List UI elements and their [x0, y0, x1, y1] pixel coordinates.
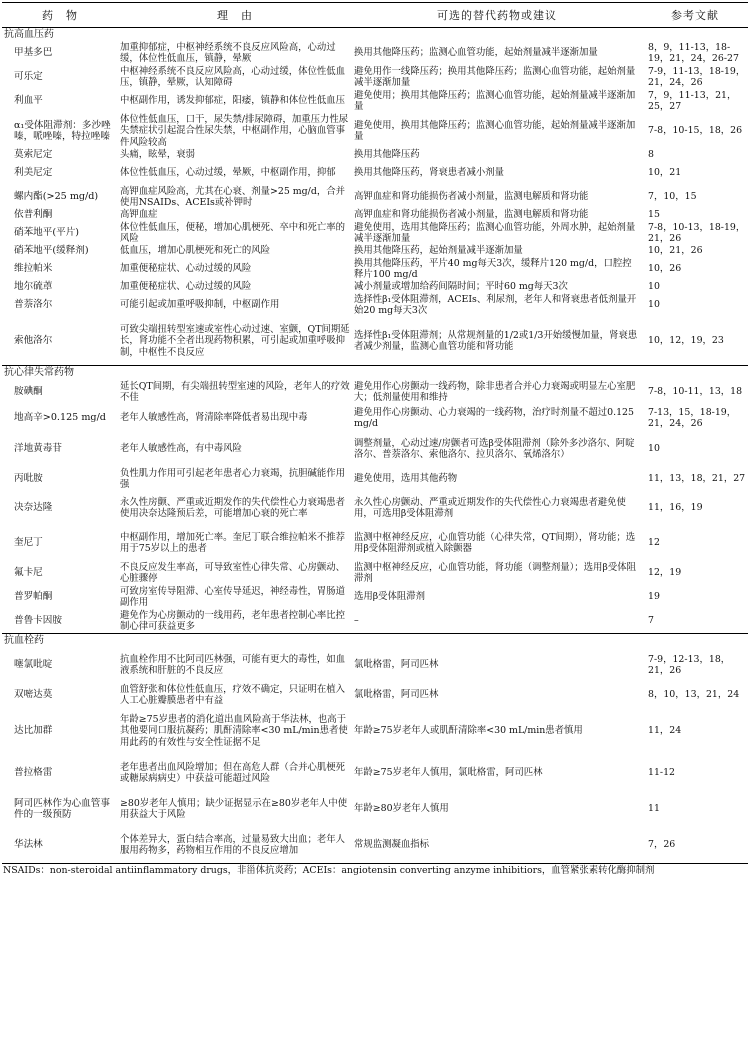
alternative-text: 避免用作心房颤动一线药物，除非患者合并心力衰竭或明显左心室肥大；低剂量使用和维持 [354, 380, 636, 403]
drug-name: 利血平 [14, 95, 43, 107]
reference-text: 19 [648, 591, 660, 603]
reference-text: 7 [648, 615, 654, 627]
table-row [2, 827, 748, 864]
table-row [2, 585, 748, 609]
reason-text: 中枢神经系统不良反应风险高，心动过缓，体位性低血压，镇静，晕厥，认知障碍 [120, 65, 346, 88]
drug-name: 噻氯吡啶 [14, 659, 53, 671]
table-row [2, 185, 748, 209]
reason-text: 可致尖端扭转型室速或室性心动过速、室颤，QT间期延长，肾功能不全者出现药物积累，可引起或加重呼吸抑制，中枢性不良反应 [120, 324, 350, 358]
reference-text: 10，26 [648, 263, 682, 275]
reason-text: 高钾血症 [120, 209, 158, 221]
reference-text: 8，9，11-13，18-19，21，24，26-27 [648, 41, 739, 64]
table-row [2, 379, 748, 405]
table-header-row [2, 3, 748, 28]
header-reference: 参考文献 [642, 3, 748, 28]
reason-text: 血管舒张和体位性低血压，疗效不确定，只证明在植入人工心脏瓣膜患者中有益 [120, 683, 346, 706]
reason-text: 头痛，眩晕，衰弱 [120, 149, 196, 161]
alternative-text: 永久性心房颤动、严重或近期发作的失代偿性心力衰竭患者避免使用，可选用β受体阻滞剂 [354, 496, 626, 519]
drug-name: 螺内酯(>25 mg/d) [14, 191, 99, 203]
reference-text: 7，9，11-13，21，25，27 [648, 89, 737, 112]
reason-text: 避免作为心房颤动的一线用药，老年患者控制心率比控制心律可获益更多 [120, 609, 346, 632]
reference-text: 10 [648, 443, 660, 455]
reason-text: 中枢副作用，诱发抑郁症，阳痿，镇静和体位性低血压 [120, 95, 346, 107]
table-row [2, 525, 748, 561]
reference-text: 7，10，15 [648, 191, 697, 203]
reference-text: 7-9，11-13，18-19，21，24，26 [648, 65, 746, 88]
alternative-text: 年龄≥75岁老年人或肌酐清除率<30 mL/min患者慎用 [354, 725, 583, 737]
reason-text: 延长QT间期，有尖端扭转型室速的风险，老年人的疗效不佳 [120, 380, 350, 403]
alternative-text: 常规监测凝血指标 [352, 827, 642, 864]
table-row [2, 41, 748, 65]
table-row [2, 89, 748, 113]
reason-text: 体位性低血压，便秘，增加心肌梗死、卒中和死亡率的风险 [120, 221, 346, 244]
table-row [2, 791, 748, 827]
drug-table [2, 2, 748, 864]
drug-name: 普拉格雷 [14, 767, 53, 779]
table-row [2, 755, 748, 791]
alternative-text: 选择性β₁受体阻滞剂，ACEIs、利尿剂，老年人和肾衰患者低剂量开始20 mg每天3次 [354, 293, 637, 316]
alternative-text: 选用β受体阻滞剂 [354, 591, 426, 603]
reference-text: 10，21，26 [648, 245, 703, 257]
table-row [2, 161, 748, 185]
reference-text: 11，24 [648, 725, 682, 737]
drug-name: 甲基多巴 [14, 47, 53, 59]
reference-text: 11，16，19 [648, 502, 703, 514]
reference-text: 7-8，10-15，18，26 [648, 125, 743, 137]
table-row [2, 65, 748, 89]
footnote: NSAIDs：non-steroidal antiinflammatory drugs，非甾体抗炎药；ACEIs：angiotensin converting anzyme inhibitiors，血管紧张素转化酶抑制剂 [3, 865, 655, 876]
reference-text: 7-8，10-11，13，18 [648, 386, 743, 398]
reason-text: 加重便秘症状、心动过缓的风险 [120, 281, 252, 293]
table-row [2, 293, 748, 317]
alternative-text: 换用其他降压药；监测心血管功能，起始剂量减半逐渐加量 [354, 47, 598, 59]
reason-text: 个体差异大，蛋白结合率高，过量易致大出血；老年人服用药物多，药物相互作用的不良反应增加 [118, 827, 352, 864]
drug-name: 普鲁卡因胺 [14, 615, 62, 627]
table-row [2, 609, 748, 634]
reference-text: 10 [648, 281, 660, 293]
drug-name: 胺碘酮 [14, 386, 43, 398]
table-row [2, 281, 748, 293]
drug-name: 莫索尼定 [14, 149, 53, 161]
alternative-text: 选择性β₁受体阻滞剂；从常规剂量的1/2或1/3开始缓慢加量，肾衰患者减少剂量，监测心血管功能和肾功能 [354, 329, 638, 352]
drug-name: 硝苯地平(平片) [14, 227, 80, 239]
reason-text: 老年患者出血风险增加；但在高危人群（合并心肌梗死或糖尿病病史）中获益可能超过风险 [120, 761, 346, 784]
drug-name: 丙吡胺 [14, 473, 43, 485]
reason-text: 加重便秘症状、心动过缓的风险 [120, 263, 252, 275]
drug-name: 利美尼定 [14, 167, 53, 179]
table-row [2, 149, 748, 161]
alternative-text: 氯吡格雷，阿司匹林 [354, 659, 439, 671]
drug-name: 普萘洛尔 [14, 299, 53, 311]
reason-text: 高钾血症风险高，尤其在心衰、剂量>25 mg/d，合并使用NSAIDs、ACEIs或补钾时 [120, 185, 345, 208]
reason-text: 低血压，增加心肌梗死和死亡的风险 [120, 245, 271, 257]
drug-name: 双嘧达莫 [14, 689, 53, 701]
reason-text: 不良反应发生率高，可导致室性心律失常、心房颤动、心脏骤停 [120, 561, 346, 584]
header-drug: 药 物 [2, 3, 118, 28]
reference-text: 7-8，10-13，18-19，21，26 [648, 221, 746, 244]
alternative-text: 高钾血症和肾功能损伤者减小剂量，监测电解质和肾功能 [354, 209, 589, 221]
drug-name: 达比加群 [14, 725, 53, 737]
drug-name: 奎尼丁 [14, 537, 43, 549]
header-alternative: 可选的替代药物或建议 [352, 3, 642, 28]
alternative-text: 换用其他降压药，肾衰患者减小剂量 [354, 167, 505, 179]
reference-text: 8，10，13，21，24 [648, 689, 740, 701]
table-row [2, 561, 748, 585]
reason-text: 老年人敏感性高，肾清除率降低者易出现中毒 [120, 412, 308, 424]
reference-text: 7，26 [642, 827, 748, 864]
alternative-text: 高钾血症和肾功能损伤者减小剂量，监测电解质和肾功能 [354, 191, 589, 203]
category-row [2, 28, 748, 42]
reason-text: 可能引起或加重呼吸抑制，中枢副作用 [120, 299, 280, 311]
drug-name: 决奈达隆 [14, 502, 53, 514]
alternative-text: 避免使用，选用其他药物 [354, 473, 458, 485]
alternative-text: 避免用作一线降压药；换用其他降压药；监测心血管功能，起始剂量减半逐渐加量 [354, 65, 636, 88]
reason-text: 加重抑郁症，中枢神经系统不良反应风险高，心动过缓，体位性低血压，镇静，晕厥 [120, 41, 336, 64]
reason-text: 负性肌力作用可引起老年患者心力衰竭，抗胆碱能作用强 [120, 467, 346, 490]
category-label: 抗血栓药 [2, 634, 748, 648]
reason-text: 永久性房颤、严重或近期发作的失代偿性心力衰竭患者使用决奈达隆预后差，可能增加心衰的死亡率 [120, 496, 346, 519]
reason-text: 体位性低血压，心动过缓，晕厥，中枢副作用，抑郁 [120, 167, 336, 179]
reference-text: 8 [648, 149, 654, 161]
table-row [2, 647, 748, 683]
category-label: 抗心律失常药物 [2, 366, 748, 380]
alternative-text: 换用其他降压药，平片40 mg每天3次，缓释片120 mg/d，口腔控释片100 mg/d [354, 257, 632, 280]
drug-name: 氟卡尼 [14, 567, 43, 579]
drug-name: 硝苯地平(缓释剂) [14, 245, 89, 257]
table-row [2, 405, 748, 431]
table-row [2, 467, 748, 491]
table-row [2, 245, 748, 257]
category-label: 抗高血压药 [4, 28, 54, 40]
table-row [2, 683, 748, 707]
reason-text: 可致房室传导阻滞、心室传导延迟，神经毒性，胃肠道副作用 [120, 585, 346, 608]
drug-name: 华法林 [2, 827, 118, 864]
table-row [2, 209, 748, 221]
alternative-text: 年龄≥75岁老年人慎用，氯吡格雷，阿司匹林 [354, 767, 543, 779]
drug-name: 地高辛>0.125 mg/d [14, 412, 106, 424]
reason-text: 老年人敏感性高，有中毒风险 [120, 443, 242, 455]
alternative-text: – [354, 615, 359, 627]
reason-text: 抗血栓作用不比阿司匹林强，可能有更大的毒性，如血液系统和肝脏的不良反应 [120, 653, 346, 676]
drug-name: 普罗帕酮 [14, 591, 53, 603]
table-row [2, 113, 748, 149]
reason-text: 中枢副作用，增加死亡率。奎尼丁联合维拉帕米不推荐用于75岁以上的患者 [120, 531, 346, 554]
reference-text: 11，13，18，21，27 [648, 473, 746, 485]
alternative-text: 换用其他降压药 [354, 149, 420, 161]
alternative-text: 避免用作心房颤动、心力衰竭的一线药物，治疗时剂量不超过0.125 mg/d [354, 406, 634, 429]
alternative-text: 避免使用，选用其他降压药；监测心血管功能，外周水肿，起始剂量减半逐渐加量 [354, 221, 636, 244]
reason-text: ≥80岁老年人慎用；缺少证据显示在≥80岁老年人中使用获益大于风险 [120, 797, 348, 820]
page [2, 2, 748, 1054]
drug-name: 可乐定 [14, 71, 43, 83]
alternative-text: 监测中枢神经反应，心血管功能（心律失常，QT间期），肾功能；选用β受体阻滞剂或植入除颤器 [354, 531, 636, 554]
alternative-text: 监测中枢神经反应，心血管功能，肾功能（调整剂量）；选用β受体阻滞剂 [354, 561, 636, 584]
reference-text: 7-13，15，18-19，21，24，26 [648, 406, 737, 429]
reference-text: 11-12 [648, 767, 676, 779]
alternative-text: 年龄≥80岁老年人慎用 [354, 803, 449, 815]
reference-text: 12，19 [648, 567, 682, 579]
alternative-text: 氯吡格雷，阿司匹林 [354, 689, 439, 701]
alternative-text: 调整剂量，心动过速/房颤者可选β受体阻滞剂（除外多沙洛尔、阿啶洛尔、普萘洛尔、索他洛尔、拉贝洛尔、氧烯洛尔） [354, 437, 635, 460]
drug-name: 索他洛尔 [14, 335, 53, 347]
alternative-text: 换用其他降压药，起始剂量减半逐渐加量 [354, 245, 523, 257]
table-row [2, 257, 748, 281]
drug-name: 维拉帕米 [14, 263, 53, 275]
alternative-text: 避免使用；换用其他降压药；监测心血管功能，起始剂量减半逐渐加量 [354, 89, 636, 112]
alternative-text: 避免使用，换用其他降压药；监测心血管功能，起始剂量减半逐渐加量 [354, 119, 636, 142]
table-row [2, 317, 748, 366]
category-row [2, 634, 748, 648]
reference-text: 7-9，12-13，18，21，26 [648, 653, 731, 676]
drug-name: 洋地黄毒苷 [14, 443, 62, 455]
reference-text: 10 [648, 299, 660, 311]
drug-name: 阿司匹林作为心血管事件的一级预防 [14, 797, 110, 820]
table-row [2, 707, 748, 755]
table-row [2, 221, 748, 245]
table-row [2, 431, 748, 467]
reference-text: 12 [648, 537, 660, 549]
table-row [2, 491, 748, 525]
reason-text: 体位性低血压，口干，尿失禁/排尿障碍，加重压力性尿失禁症状引起混合性尿失禁，中枢副作用，心脑血管事件风险较高 [120, 114, 349, 148]
header-reason: 理 由 [118, 3, 352, 28]
drug-name: 依普利酮 [14, 209, 53, 221]
reference-text: 15 [648, 209, 660, 221]
drug-name: α₁受体阻滞剂：多沙唑嗪，哌唑嗪，特拉唑嗪 [14, 119, 111, 142]
reference-text: 11 [648, 803, 660, 815]
alternative-text: 减小剂量或增加给药间隔时间；平时60 mg每天3次 [354, 281, 568, 293]
reason-text: 年龄≥75岁患者的消化道出血风险高于华法林，也高于其他要同口服抗凝药；肌酐清除率<30 mL/min患者使用此药的有效性与安全性证据不足 [120, 714, 348, 748]
table-body [2, 28, 748, 864]
category-row [2, 366, 748, 380]
drug-name: 地尔硫䓬 [14, 281, 53, 293]
reference-text: 10，21 [648, 167, 682, 179]
reference-text: 10，12，19，23 [648, 335, 724, 347]
